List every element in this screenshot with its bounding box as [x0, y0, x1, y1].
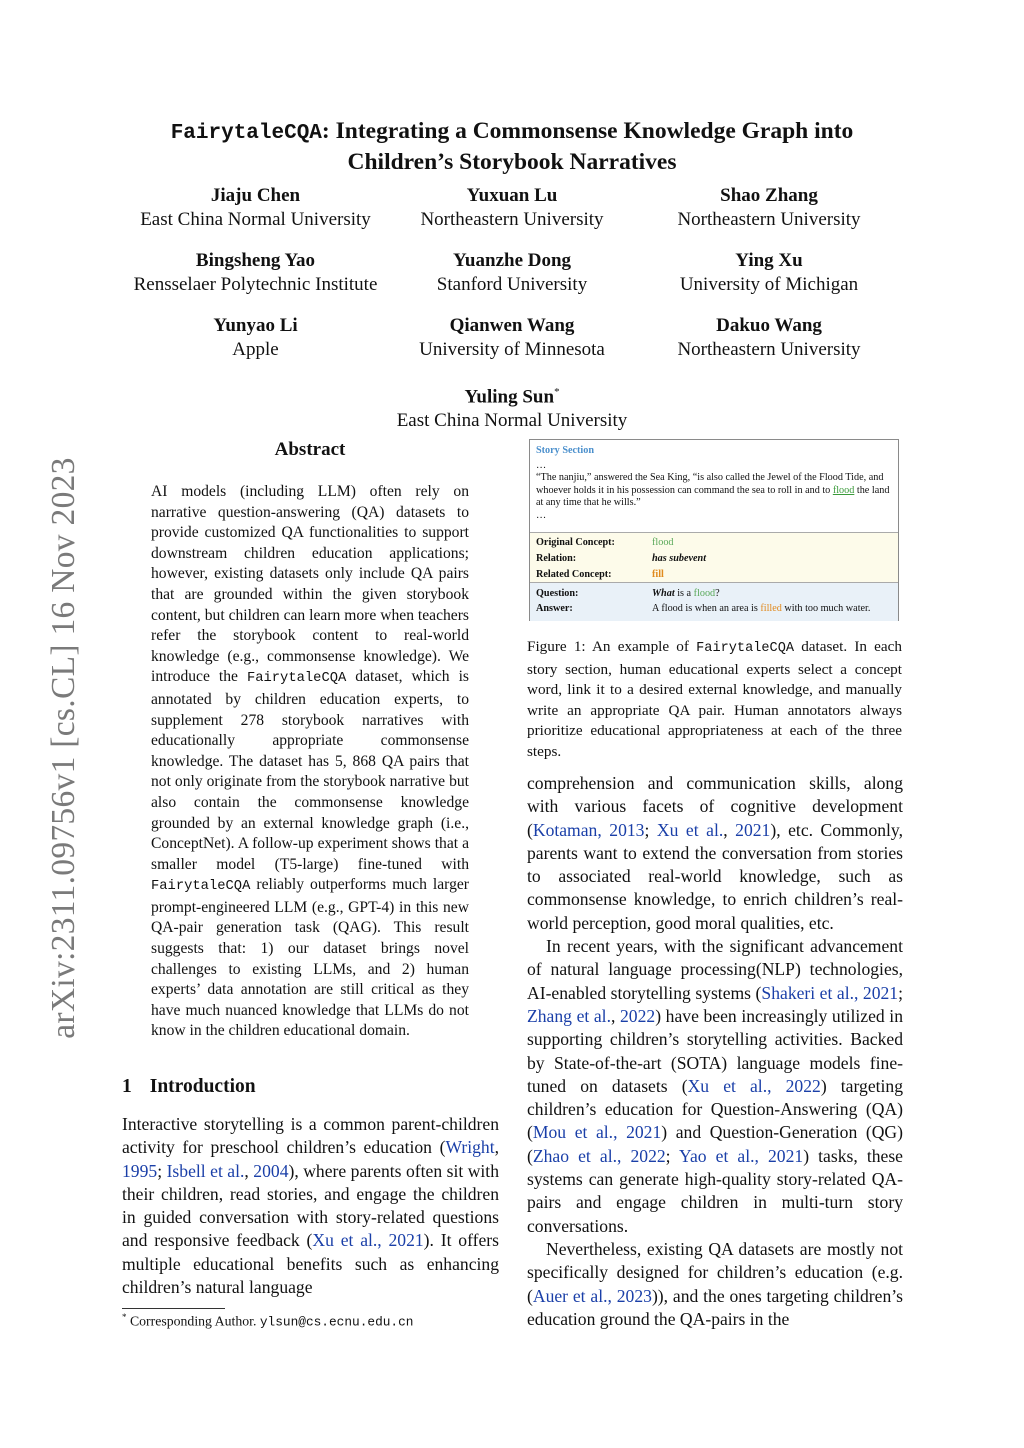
author-affiliation: East China Normal University	[140, 209, 371, 230]
author-block	[108, 249, 403, 297]
citation-link[interactable]: Zhang et al.	[527, 1005, 611, 1026]
author-name: Yuxuan Lu	[466, 185, 558, 206]
citation-link[interactable]: 2004	[253, 1160, 289, 1181]
paper-title	[112, 117, 912, 176]
author-name: Shao Zhang	[720, 185, 818, 206]
author-block	[393, 249, 631, 297]
figure-story-section	[530, 440, 898, 532]
abstract-text: AI models (including LLM) often rely on narrative question-answering (QA) datasets to provide customized QA functionalities to support downstream children education applications; however, existing datasets only include QA pairs that are grounded within the given storybook content, but children can learn more when teachers refer the storybook content to real-world knowledge (e.g., commonsense knowledge). We introduce the FairytaleCQA dataset, which is annotated by children education experts, to supplement 278 storybook narratives with educationally appropriate commonsense knowledge. The dataset has 5, 868 QA pairs that not only originate from the storybook narrative but also contain the commonsense knowledge grounded by an external knowledge graph (i.e., ConceptNet). A follow-up experiment shows that a smaller model (T5-large) fine-tuned with FairytaleCQA reliably outperforms much larger prompt-engineered LLM (e.g., GPT-4) in this new QA-pair generation task (QAG). This result suggests that: 1) our dataset brings novel challenges to existing LLMs, and 2) human experts’ data annotation are still critical as they have much nuanced knowledge that LLMs do not know in the children educational domain.	[151, 483, 469, 1040]
citation-link[interactable]: Wright	[445, 1137, 495, 1158]
author-name: Jiaju Chen	[210, 185, 301, 206]
author-affiliation: Apple	[232, 339, 279, 360]
figure-caption: Figure 1: An example of FairytaleCQA dataset. In each story section, human educational experts select a concept word, link it to a desired external knowledge, and manually write an appropriate QA pair. Human annotators always prioritize educational appropriateness at each of the three steps.	[527, 638, 902, 760]
paragraph: comprehension and communication skills, along with various facets of cognitive development (Kotaman, 2013; Xu et al., 2021), etc. Commonly, parents want to extend the conversation from stories to associated real-world knowledge, such as commonsense knowledge, to enrich children’s real-world perception, good moral qualities, etc.	[527, 773, 903, 933]
dataset-name: FairytaleCQA	[696, 641, 795, 656]
author-name: Ying Xu	[735, 250, 803, 271]
author-affiliation: Stanford University	[436, 274, 588, 295]
intro-left-paragraph: Interactive storytelling is a common parent-children activity for preschool children’s education (Wright, 1995; Isbell et al., 2004), where parents often sit with their children, read stories, and engage the children in guided conversation with story-related questions and responsive feedback (Xu et al., 2021). It offers multiple educational benefits such as enhancing children’s natural language	[122, 1114, 499, 1298]
author-block	[651, 249, 887, 297]
author-affiliation: Northeastern University	[677, 209, 861, 230]
author-name: Yunyao Li	[213, 315, 298, 336]
author-name: Yuling Sun*	[464, 386, 560, 408]
abstract-heading: Abstract	[274, 439, 346, 460]
author-block	[362, 380, 662, 433]
citation-link[interactable]: 2021	[735, 819, 771, 840]
citation-link[interactable]: Xu et al.	[656, 819, 724, 840]
author-name: Yuanzhe Dong	[452, 250, 572, 271]
highlighted-concept: flood	[832, 484, 855, 496]
citation-link[interactable]: Xu et al., 2022	[687, 1075, 821, 1096]
author-affiliation: East China Normal University	[396, 410, 628, 432]
author-block	[651, 184, 887, 232]
author-block	[393, 314, 631, 362]
citation-link[interactable]: Kotaman, 2013	[532, 819, 645, 840]
paragraph: Nevertheless, existing QA datasets are mostly not specifically designed for children’s education (e.g. (Auer et al., 2023)), and the ones targeting children’s education ground the QA-pairs in the	[527, 1238, 903, 1329]
author-name: Qianwen Wang	[449, 315, 575, 336]
dataset-name: FairytaleCQA	[151, 879, 251, 895]
section-number: 1	[122, 1076, 132, 1097]
citation-link[interactable]: 2022	[620, 1005, 656, 1026]
author-affiliation: Northeastern University	[420, 209, 604, 230]
story-section-label: Story Section	[536, 445, 595, 456]
citation-link[interactable]: Isbell et al.	[166, 1160, 245, 1181]
author-name: Bingsheng Yao	[195, 250, 316, 271]
dataset-name: FairytaleCQA	[246, 671, 347, 687]
title-dataset-name: FairytaleCQA	[170, 122, 322, 145]
author-block	[393, 184, 631, 232]
corresponding-mark: *	[554, 386, 560, 398]
citation-link[interactable]: Auer et al., 2023	[532, 1285, 652, 1306]
author-affiliation: Rensselaer Polytechnic Institute	[133, 274, 378, 295]
story-excerpt: … “The nanjiu,” answered the Sea King, “is also called the Jewel of the Flood Tide, and whoever holds it in his possession can command the sea to roll in and to flood the land at any time that he wills.” …	[536, 460, 890, 521]
author-name: Dakuo Wang	[716, 315, 822, 336]
author-affiliation: University of Michigan	[679, 274, 859, 295]
title-line1: : Integrating a Commonsense Knowledge Graph into	[321, 118, 854, 144]
author-block	[651, 314, 887, 362]
citation-link[interactable]: Mou et al., 2021	[532, 1122, 662, 1143]
intro-right-column	[527, 772, 903, 1331]
email-address: ylsun@cs.ecnu.edu.cn	[259, 1314, 414, 1330]
arxiv-id-text: arXiv:2311.09756v1 [cs.CL] 16 Nov 2023	[45, 457, 82, 1039]
author-affiliation: Northeastern University	[677, 339, 861, 360]
citation-link[interactable]: 1995	[122, 1160, 158, 1181]
citation-link[interactable]: Zhao et al., 2022	[532, 1145, 666, 1166]
section-title: Introduction	[149, 1076, 256, 1097]
author-block	[118, 314, 393, 362]
author-block	[118, 184, 393, 232]
author-affiliation: University of Minnesota	[419, 339, 605, 360]
citation-link[interactable]: Yao et al., 2021	[679, 1145, 804, 1166]
figure-1	[529, 439, 899, 621]
section-heading-introduction	[122, 1076, 256, 1098]
footnote-divider	[122, 1308, 225, 1309]
title-line2: Children’s Storybook Narratives	[347, 149, 677, 175]
paragraph: In recent years, with the significant advancement of natural language processing(NLP) technologies, AI-enabled storytelling systems (Shakeri et al., 2021; Zhang et al., 2022) have been increasingly utilized in supporting children’s storytelling activities. Backed by State-of-the-art (SOTA) language models fine-tuned on datasets (Xu et al., 2022) targeting children’s education for Question-Answering (QA) (Mou et al., 2021) and Question-Generation (QG) (Zhao et al., 2022; Yao et al., 2021) tasks, these systems can generate high-quality story-related QA-pairs and engage children in multi-turn story conversations.	[527, 936, 903, 1236]
footnote: * Corresponding Author. ylsun@cs.ecnu.edu.cn	[122, 1312, 414, 1330]
figure-qa-section: Question: What is a flood? Answer: A flood is when an area is filled with too much water.	[530, 582, 898, 621]
citation-link[interactable]: Xu et al., 2021	[312, 1230, 424, 1251]
figure-concept-section: Original Concept: flood Relation: has subevent Related Concept: fill	[530, 532, 898, 583]
citation-link[interactable]: Shakeri et al., 2021	[761, 982, 899, 1003]
